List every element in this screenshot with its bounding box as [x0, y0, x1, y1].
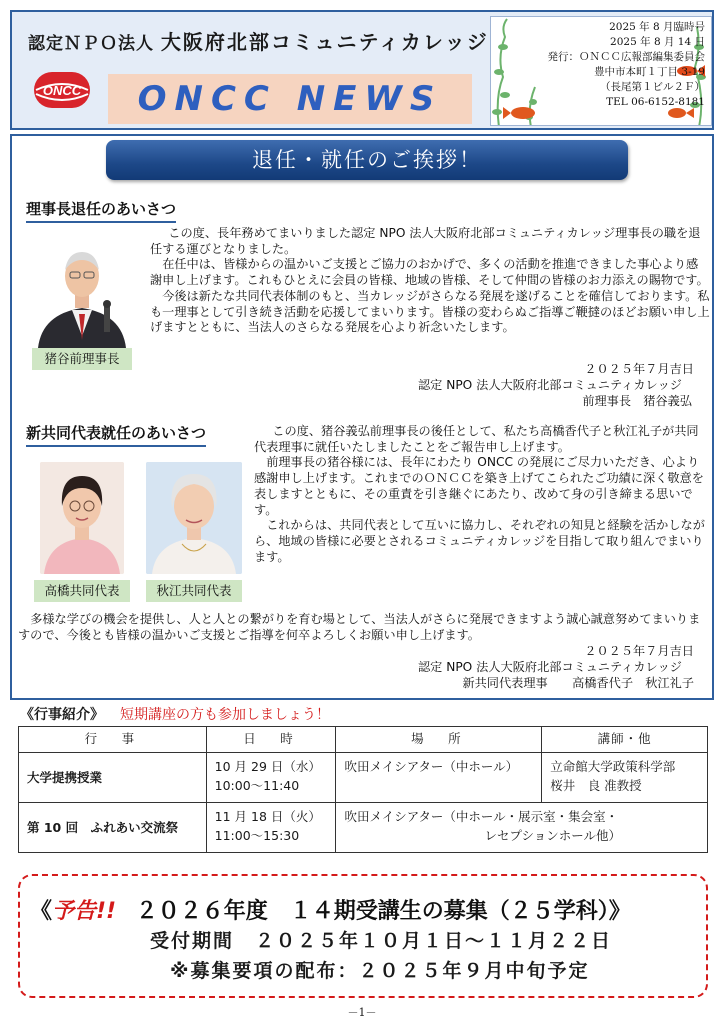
events-subtitle: 短期講座の方も参加しましょう！	[120, 707, 330, 723]
new-reps-section-heading: 新共同代表就任のあいさつ	[26, 422, 206, 447]
recruitment-notice	[18, 874, 708, 998]
column-header-datetime: 日 時	[206, 727, 336, 753]
portrait-akie	[146, 462, 242, 574]
retiring-section-heading: 理事長退任のあいさつ	[26, 198, 176, 223]
column-header-place: 場 所	[336, 727, 542, 753]
org-name: 大阪府北部コミュニティカレッジ	[160, 30, 489, 54]
event-name: 第 10 回 ふれあい交流祭	[19, 803, 207, 853]
notice-headline: ２０２６年度 １４期受講生の募集（２５学科）》	[135, 899, 631, 924]
new-reps-paragraph-2: 前理事長の猪谷様には、長年にわたり ONCC の発展にご尽力いただき、心より感謝申し上げます。これまでのＯＮＣＣを築き上げてこられたご功績に深く敬意を表しますとともに、その重責を引き継ぐにあたり、改めて身の引き締まる思いです。	[254, 455, 704, 517]
column-header-lecturer: 講師・他	[542, 727, 708, 753]
retiring-sign-name: 前理事長 猪谷義弘	[582, 394, 692, 408]
retiring-message	[150, 226, 710, 336]
new-reps-paragraph-4: 多様な学びの機会を提供し、人と人との繋がりを育む場として、当法人がさらに発展できますよう誠心誠意努めてまいりますので、今後とも皆様の温かいご支援とご指導を何卒よろしくお願い申し上げます。	[18, 612, 701, 642]
building: （長尾第１ビル２Ｆ）	[600, 81, 705, 93]
events-heading	[20, 704, 330, 724]
retiring-paragraph-3: 今後は新たな共同代表体制のもと、当カレッジがさらなる発展を遂げることを確信しております。私も一理事として引き続き活動を応援してまいります。皆様の変わらぬご指導ご鞭撻のほどお願い申し上げますとともに、当法人のさらなる発展を心より祈念いたします。	[150, 288, 710, 335]
person-photo-icon	[32, 236, 132, 348]
oncc-logo-icon	[32, 68, 92, 112]
organization-title	[28, 26, 488, 55]
person-photo-icon	[40, 462, 124, 574]
telephone: TEL 06-6152-8181	[606, 96, 705, 108]
akie-caption: 秋江共同代表	[146, 580, 242, 602]
new-reps-message	[254, 424, 710, 565]
event-lecturer	[542, 753, 708, 803]
events-title: 《行事紹介》	[20, 707, 104, 723]
event-place	[336, 803, 708, 853]
newsletter-title: ONCC NEWS	[108, 74, 472, 124]
greetings-article	[10, 134, 714, 700]
table-header-row	[19, 727, 708, 753]
logo-text: ONCC	[42, 83, 82, 98]
issue-number: 2025 年 8 月臨時号	[609, 21, 705, 33]
table-row	[19, 803, 708, 853]
event-lecturer-line-1: 立命館大学政策科学部	[550, 759, 676, 774]
event-place	[336, 753, 542, 803]
event-datetime	[206, 803, 336, 853]
retiring-sign-org: 認定 NPO 法人大阪府北部コミュニティカレッジ	[417, 378, 682, 392]
column-header-event: 行 事	[19, 727, 207, 753]
org-prefix: 認定ＮＰＯ法人	[28, 34, 154, 54]
issue-date: 2025 年 8 月 14 日	[610, 36, 705, 48]
event-name: 大学提携授業	[19, 753, 207, 803]
new-reps-paragraph-1: この度、猪谷義弘前理事長の後任として、私たち高橋香代子と秋江礼子が共同代表理事に就任いたしましたことをご報告申し上げます。	[254, 424, 699, 454]
new-reps-date: ２０２５年７月吉日	[584, 644, 694, 658]
application-period: 受付期間 ２０２５年１０月１日～１１月２２日	[150, 930, 613, 952]
issue-info-box	[490, 16, 712, 126]
notice-tag: 予告!!	[52, 899, 117, 924]
events-table	[18, 726, 708, 853]
retiring-paragraph-1: この度、長年務めてまいりました認定 NPO 法人大阪府北部コミュニティカレッジ理事長の職を退任する運びとなりました。	[150, 226, 701, 256]
table-row	[19, 753, 708, 803]
page-number: －1－	[347, 1006, 377, 1019]
event-place-line-1: 吹田メイシアター（中ホール）	[344, 759, 519, 774]
event-date: 11 月 18 日（火）	[214, 809, 321, 824]
retiring-paragraph-2: 在任中は、皆様からの温かいご支援とご協力のおかげで、多くの活動を推進できました事心より感謝申し上げます。これもひとえに会員の皆様、地域の皆様、そして仲間の皆様のお力添えの賜物です。	[150, 257, 709, 288]
portrait-former-chairman	[32, 236, 132, 348]
event-datetime	[206, 753, 336, 803]
guideline-distribution: ※募集要項の配布：２０２５年９月中旬予定	[170, 960, 590, 982]
event-lecturer-line-2: 桜井 良 准教授	[550, 778, 642, 793]
event-place-line-2: レセプションホール他）	[484, 828, 621, 843]
new-reps-sign-org: 認定 NPO 法人大阪府北部コミュニティカレッジ	[417, 660, 682, 674]
issue-info-lines	[491, 17, 711, 110]
event-place-line-1: 吹田メイシアター（中ホール・展示室・集会室・	[344, 809, 619, 824]
masthead	[10, 10, 714, 130]
new-reps-sign-name: 新共同代表理事 高橋香代子 秋江礼子	[462, 676, 694, 690]
new-reps-closing	[18, 612, 710, 643]
publisher: 発行：ＯＮＣＣ広報部編集委員会	[547, 51, 705, 63]
event-time: 10:00～11:40	[214, 778, 300, 793]
retiring-date: ２０２５年７月吉日	[584, 362, 694, 376]
notice-headline-row	[30, 894, 631, 925]
event-date: 10 月 29 日（水）	[214, 759, 321, 774]
new-reps-paragraph-3: これからは、共同代表として互いに協力し、それぞれの知見と経験を活かしながら、地域の皆様に必要とされるコミュニティカレッジを目指して取り組んでまいります。	[254, 518, 705, 564]
portrait-takahashi	[40, 462, 124, 574]
person-photo-icon	[146, 462, 242, 574]
notice-open-bracket: 《	[30, 899, 53, 924]
former-chairman-caption: 猪谷前理事長	[32, 348, 132, 370]
article-banner: 退任・就任のご挨拶！	[106, 140, 628, 180]
event-time: 11:00～15:30	[214, 828, 300, 843]
address: 豊中市本町１丁目 3-19	[594, 66, 705, 78]
takahashi-caption: 高橋共同代表	[34, 580, 130, 602]
